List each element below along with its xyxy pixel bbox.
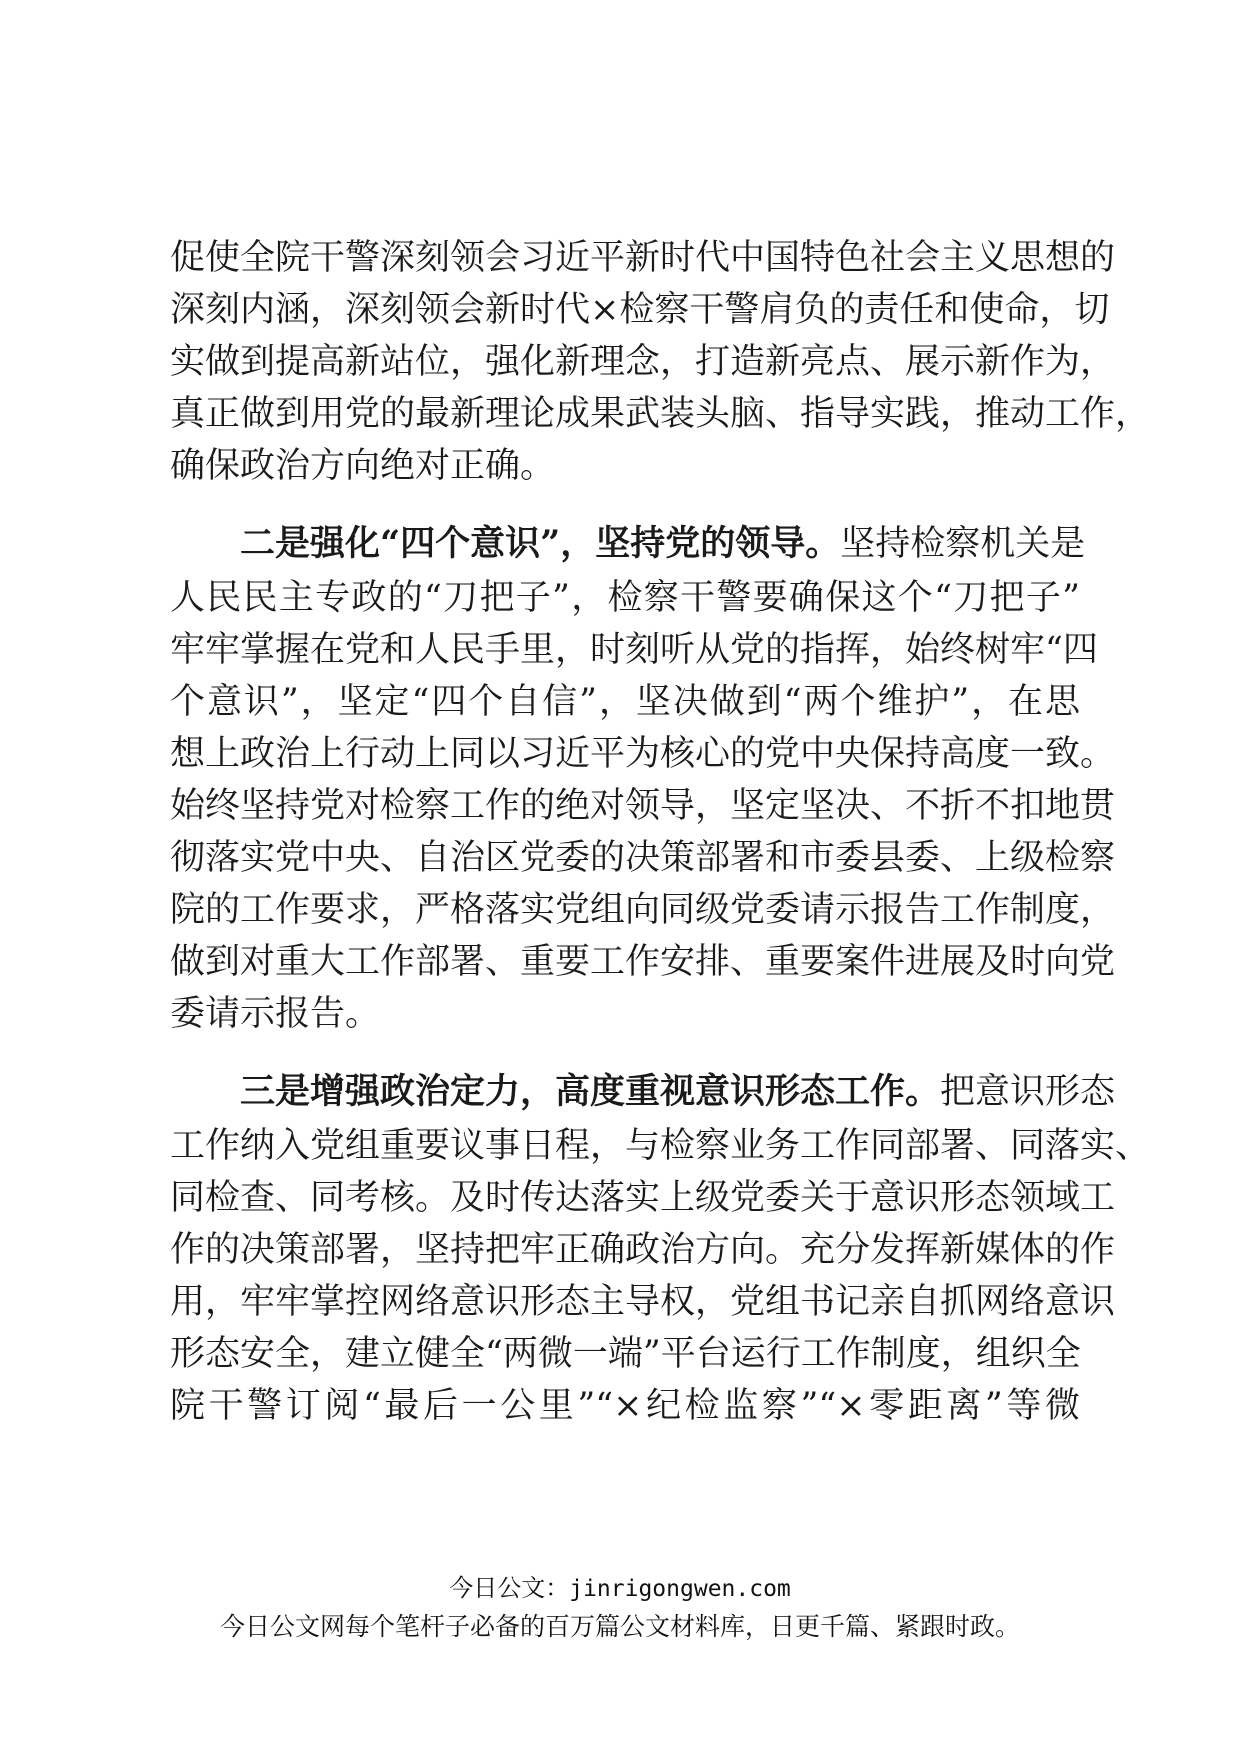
footer-site-link[interactable]: jinrigongwen.com bbox=[569, 1576, 791, 1602]
body-line: 院的工作要求，严格落实党组向同级党委请示报告工作制度， bbox=[170, 890, 1116, 930]
paragraph-3-first-rest: 把意识形态 bbox=[940, 1072, 1116, 1112]
body-line: 委请示报告。 bbox=[170, 994, 381, 1034]
body-line: 想上政治上行动上同以习近平为核心的党中央保持高度一致。 bbox=[170, 734, 1116, 774]
body-line: 作的决策部署，坚持把牢正确政治方向。充分发挥新媒体的作 bbox=[170, 1230, 1116, 1270]
footer-slogan: 今日公文网每个笔杆子必备的百万篇公文材料库，日更千篇、紧跟时政。 bbox=[219, 1612, 1020, 1641]
footer-site-label: 今日公文： bbox=[449, 1574, 570, 1602]
footer-site bbox=[0, 1572, 1240, 1605]
body-line: 形态安全，建立健全“两微一端”平台运行工作制度，组织全 bbox=[170, 1334, 1081, 1374]
body-line: 彻落实党中央、自治区党委的决策部署和市委县委、上级检察 bbox=[170, 838, 1116, 878]
body-line: 始终坚持党对检察工作的绝对领导，坚定坚决、不折不扣地贯 bbox=[170, 786, 1116, 826]
body-line: 用，牢牢掌控网络意识形态主导权，党组书记亲自抓网络意识 bbox=[170, 1282, 1116, 1322]
body-line: 真正做到用党的最新理论成果武装头脑、指导实践，推动工作， bbox=[170, 394, 1151, 434]
body-line: 工作纳入党组重要议事日程，与检察业务工作同部署、同落实、 bbox=[170, 1126, 1151, 1166]
paragraph-3-first-line bbox=[240, 1069, 1116, 1115]
body-line: 牢牢掌握在党和人民手里，时刻听从党的指挥，始终树牢“四 bbox=[170, 630, 1098, 670]
body-line: 同检查、同考核。及时传达落实上级党委关于意识形态领域工 bbox=[170, 1178, 1116, 1218]
body-line: 确保政治方向绝对正确。 bbox=[170, 446, 556, 486]
body-line: 实做到提高新站位，强化新理念，打造新亮点、展示新作为， bbox=[170, 342, 1116, 382]
body-line: 个意识”，坚定“四个自信”，坚决做到“两个维护”，在思 bbox=[170, 682, 1080, 722]
paragraph-2-heading: 二是强化“四个意识”，坚持党的领导。 bbox=[240, 523, 841, 564]
body-line: 做到对重大工作部署、重要工作安排、重要案件进展及时向党 bbox=[170, 942, 1116, 982]
paragraph-2-first-rest: 坚持检察机关是 bbox=[840, 524, 1086, 564]
body-line: 院干警订阅“最后一公里”“×纪检监察”“×零距离”等微 bbox=[170, 1386, 1080, 1426]
paragraph-2-first-line bbox=[240, 521, 1086, 567]
body-line: 促使全院干警深刻领会习近平新时代中国特色社会主义思想的 bbox=[170, 238, 1116, 278]
body-line: 深刻内涵，深刻领会新时代×检察干警肩负的责任和使命，切 bbox=[170, 290, 1110, 330]
body-line: 人民民主专政的“刀把子”，检察干警要确保这个“刀把子” bbox=[170, 578, 1080, 618]
paragraph-3-heading: 三是增强政治定力，高度重视意识形态工作。 bbox=[240, 1071, 941, 1112]
